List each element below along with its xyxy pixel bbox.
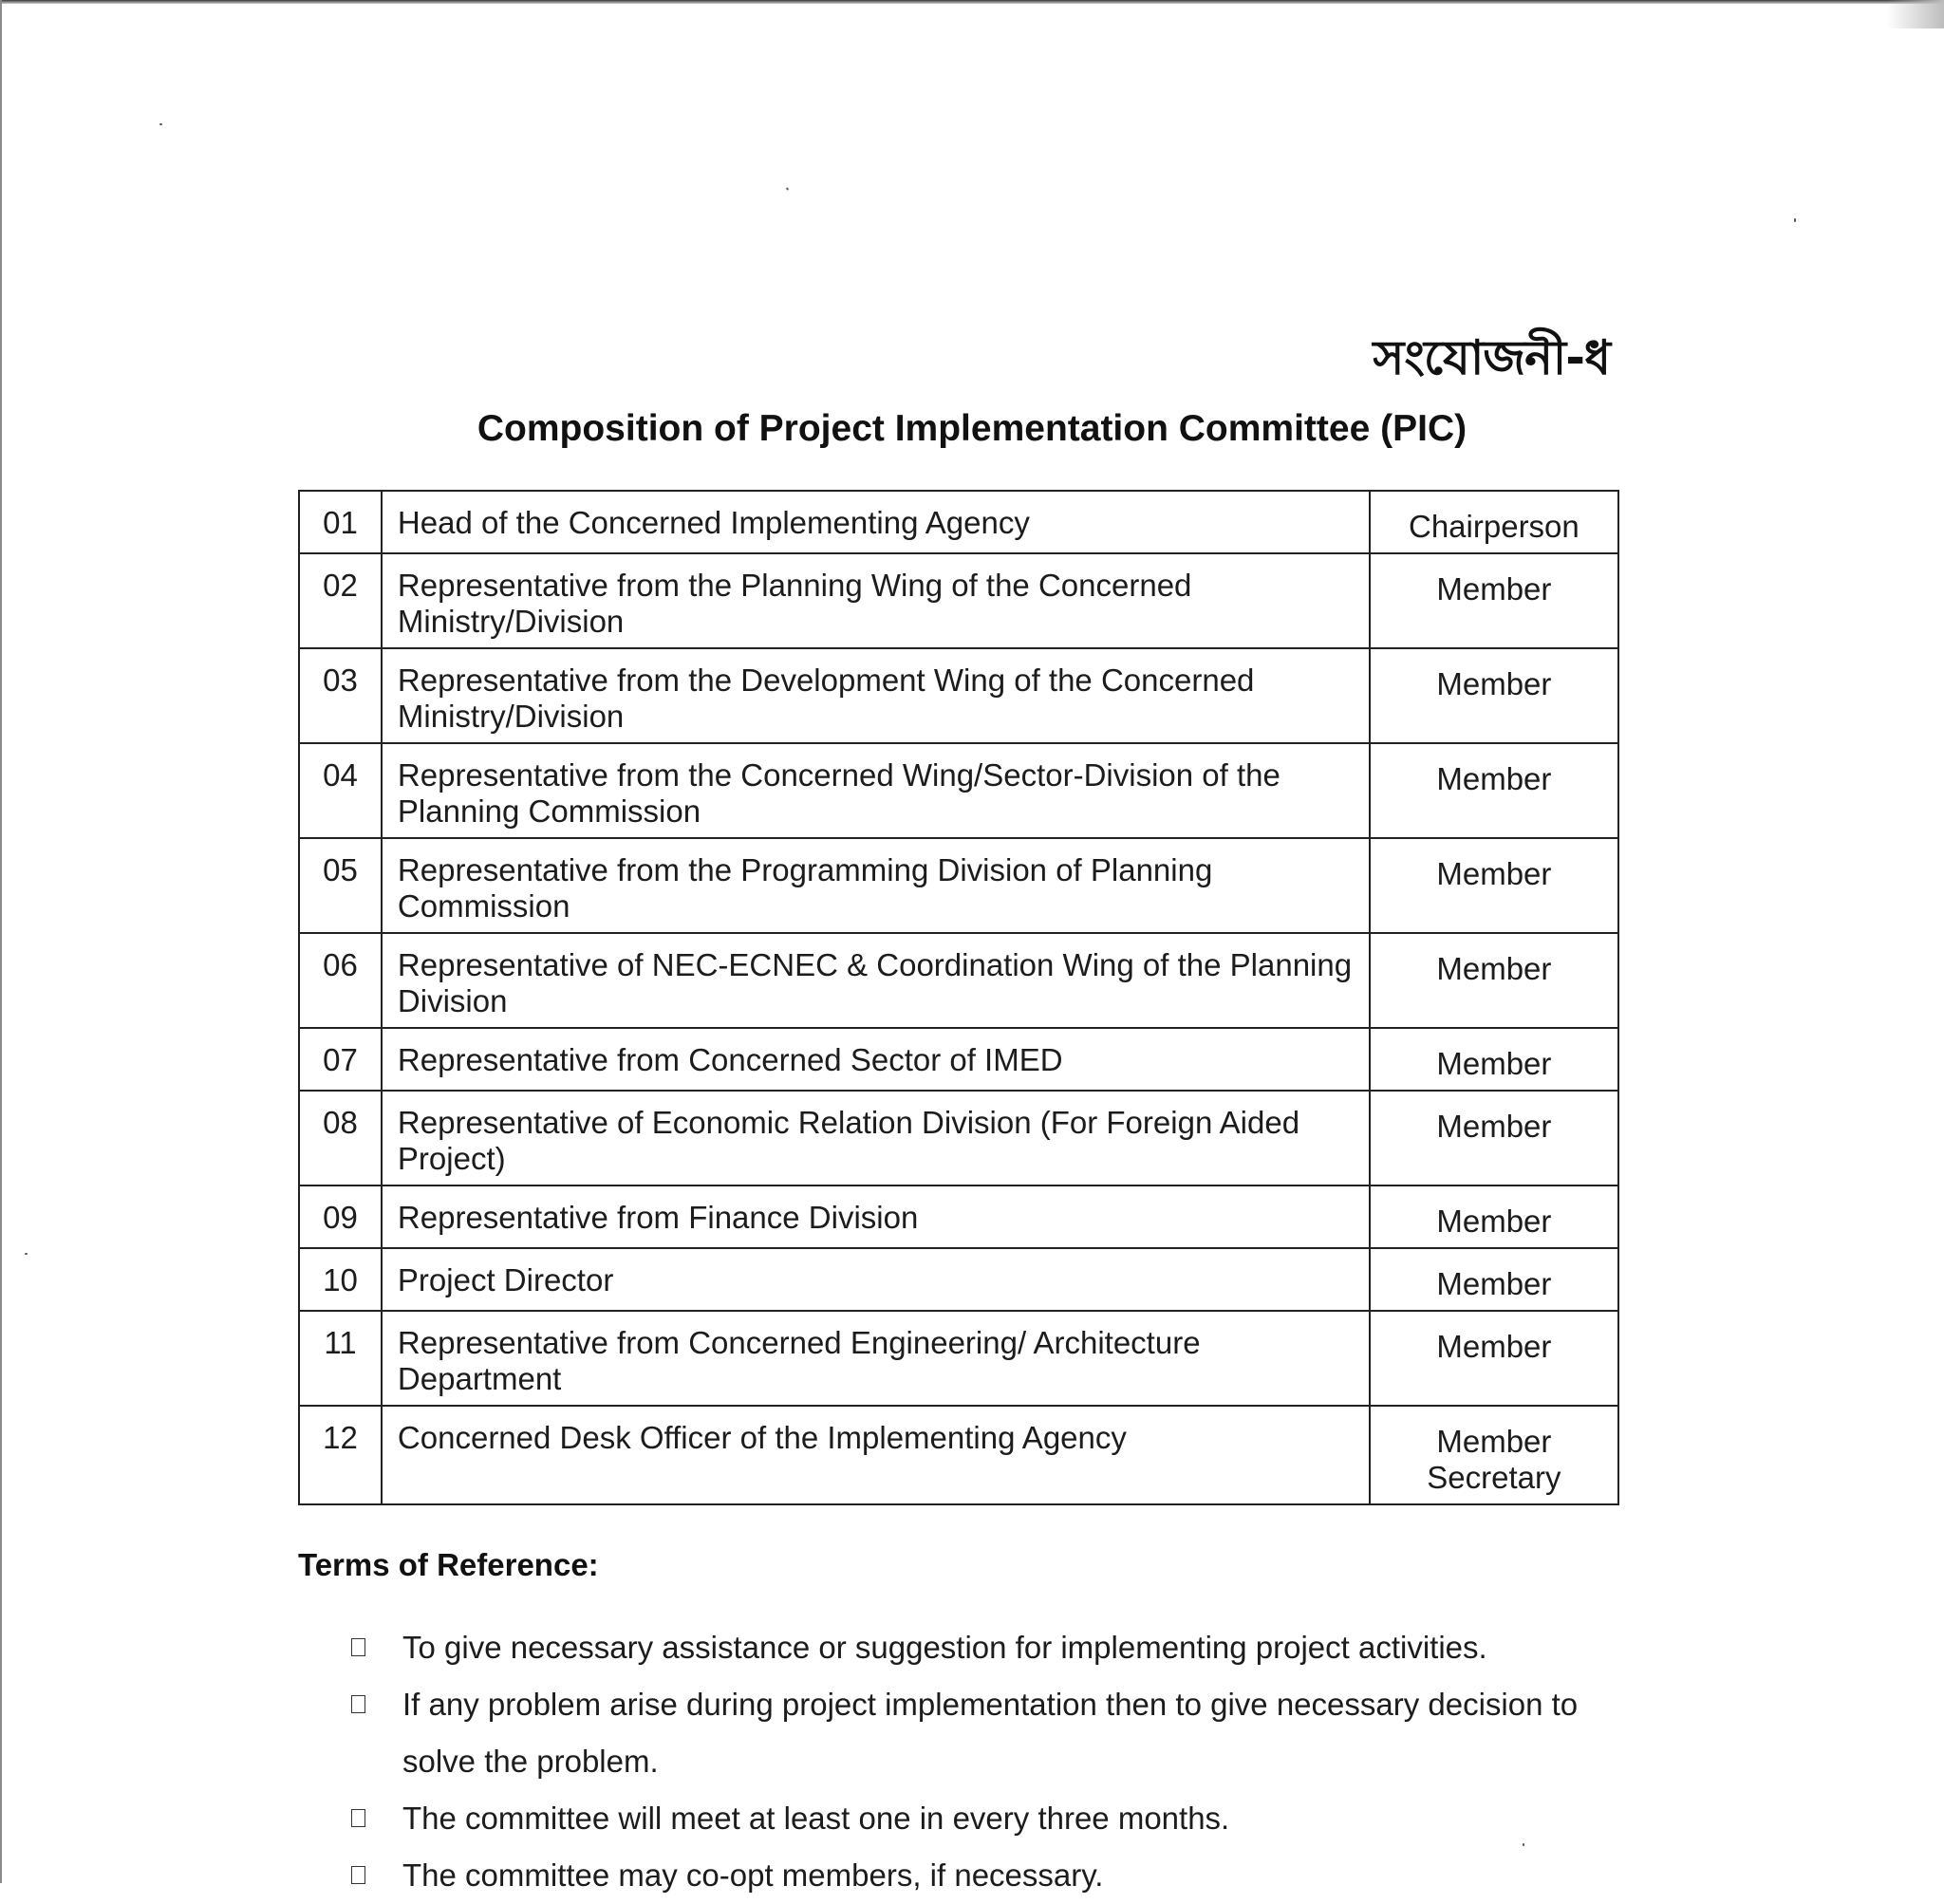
row-number: 04 [299,743,382,838]
row-number: 12 [299,1406,382,1504]
committee-table [298,490,1619,1505]
row-number: 10 [299,1248,382,1311]
list-item [349,1790,1640,1847]
member-description: Head of the Concerned Implementing Agency [382,491,1370,553]
row-number: 06 [299,933,382,1028]
table-row [299,1248,1618,1311]
terms-list [349,1619,1640,1904]
member-description: Representative from the Planning Wing of the Concerned Ministry/Division [382,553,1370,648]
term-text: If any problem arise during project implementation then to give necessary decision to solve the problem. [402,1687,1579,1779]
member-role: Member [1370,1091,1618,1185]
term-text: To give necessary assistance or suggestion for implementing project activities. [402,1630,1487,1665]
table-row [299,743,1618,838]
table-row [299,933,1618,1028]
empty-checkbox-bullet-icon [351,1695,365,1713]
table-row [299,1406,1618,1504]
scan-speck [159,123,162,125]
row-number: 02 [299,553,382,648]
member-description: Representative of Economic Relation Division (For Foreign Aided Project) [382,1091,1370,1185]
row-number: 07 [299,1028,382,1091]
row-number: 01 [299,491,382,553]
member-role: Member [1370,553,1618,648]
scan-speck [25,1253,28,1255]
table-row [299,1311,1618,1406]
member-role: Member [1370,743,1618,838]
scan-left-edge [0,0,2,1883]
table-row [299,1028,1618,1091]
member-role: Member [1370,933,1618,1028]
member-role: Member Secretary [1370,1406,1618,1504]
member-role: Member [1370,648,1618,743]
scan-speck [1794,218,1796,222]
member-description: Representative from the Programming Division of Planning Commission [382,838,1370,933]
member-description: Representative from Concerned Sector of IMED [382,1028,1370,1091]
member-description: Representative from Concerned Engineering/ Architecture Department [382,1311,1370,1406]
scan-corner-shadow [1887,0,1944,28]
table-row [299,491,1618,553]
member-role: Member [1370,1311,1618,1406]
annex-label: সংযোজনী-ধ [1373,330,1610,385]
empty-checkbox-bullet-icon [351,1809,365,1827]
term-text: The committee may co-opt members, if necessary. [402,1857,1104,1893]
member-description: Project Director [382,1248,1370,1311]
empty-checkbox-bullet-icon [351,1638,365,1656]
member-description: Representative from the Development Wing of the Concerned Ministry/Division [382,648,1370,743]
scan-top-edge [0,0,1944,4]
row-number: 03 [299,648,382,743]
member-role: Chairperson [1370,491,1618,553]
row-number: 08 [299,1091,382,1185]
list-item [349,1619,1640,1676]
member-description: Representative of NEC-ECNEC & Coordination Wing of the Planning Division [382,933,1370,1028]
list-item [349,1847,1640,1904]
table-row [299,838,1618,933]
table-row [299,1185,1618,1248]
member-role: Member [1370,838,1618,933]
member-role: Member [1370,1028,1618,1091]
scan-speck [786,187,789,191]
row-number: 11 [299,1311,382,1406]
row-number: 05 [299,838,382,933]
empty-checkbox-bullet-icon [351,1866,365,1884]
member-description: Representative from Finance Division [382,1185,1370,1248]
member-role: Member [1370,1185,1618,1248]
document-title: Composition of Project Implementation Committee (PIC) [477,408,1467,449]
table-row [299,648,1618,743]
member-description: Representative from the Concerned Wing/Sector-Division of the Planning Commission [382,743,1370,838]
member-role: Member [1370,1248,1618,1311]
term-text: The committee will meet at least one in every three months. [402,1801,1230,1836]
table-row [299,1091,1618,1185]
table-row [299,553,1618,648]
row-number: 09 [299,1185,382,1248]
member-description: Concerned Desk Officer of the Implementing Agency [382,1406,1370,1504]
list-item [349,1676,1640,1790]
terms-heading: Terms of Reference: [298,1547,599,1582]
